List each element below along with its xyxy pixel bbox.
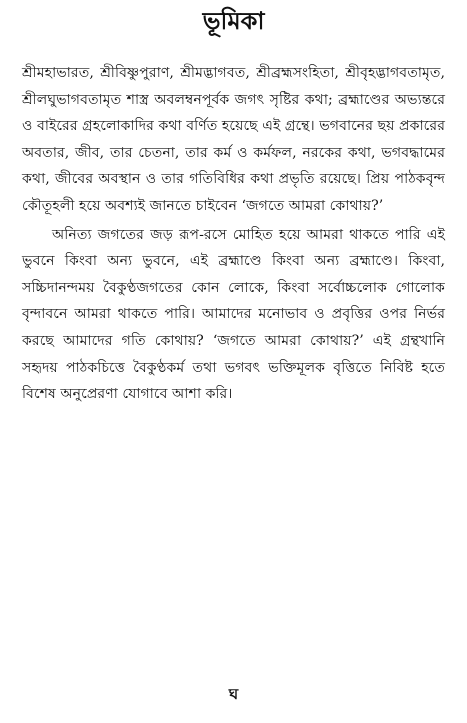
- paragraph-2: অনিত্য জগতের জড় রূপ-রসে মোহিত হয়ে আমরা থাকতে পারি এই ভুবনে কিংবা অন্য ভুবনে, এই ব্রহ্মাণ্ডে কিংবা অন্য ব্রহ্মাণ্ডে। কিংবা, সচ্চিদানন্দময় বৈকুণ্ঠজগতের কোন লোকে, কিংবা সর্বোচ্চলোক গোলোক বৃন্দাবনে আমরা থাকতে পারি। আমাদের মনোভাব ও প্রবৃত্তির ওপর নির্ভর করছে আমাদের গতি কোথায়? ‘জগতে আমরা কোথায়?’ এই গ্রন্থখানি সহৃদয় পাঠকচিত্তে বৈকুণ্ঠকর্ম তথা ভগবৎ ভক্তিমূলক বৃত্তিতে নিবিষ্ট হতে বিশেষ অনুপ্রেরণা যোগাবে আশা করি।: [22, 226, 445, 403]
- paragraph-1: শ্রীমহাভারত, শ্রীবিষ্ণুপুরাণ, শ্রীমদ্ভাগবত, শ্রীব্রহ্মসংহিতা, শ্রীবৃহদ্ভাগবতামৃত, শ্রীলঘুভাগবতামৃত শাস্ত্র অবলম্বনপূর্বক জগৎ সৃষ্টির কথা; ব্রহ্মাণ্ডের অভ্যন্তরে ও বাইরের গ্রহলোকাদির কথা বর্ণিত হয়েছে এই গ্রন্থে। ভগবানের ছয় প্রকারের অবতার, জীব, তার চেতনা, তার কর্ম ও কর্মফল, নরকের কথা, ভগবদ্ধামের কথা, জীবের অবস্থান ও তার গতিবিধির কথা প্রভৃতি রয়েছে। প্রিয় পাঠকবৃন্দ কৌতূহলী হয়ে অবশ্যই জানতে চাইবেন ‘জগতে আমরা কোথায়?’: [22, 65, 445, 214]
- preface-body: [22, 60, 445, 408]
- page-title: ভূমিকা: [202, 6, 265, 35]
- page-number: ঘ: [228, 685, 239, 703]
